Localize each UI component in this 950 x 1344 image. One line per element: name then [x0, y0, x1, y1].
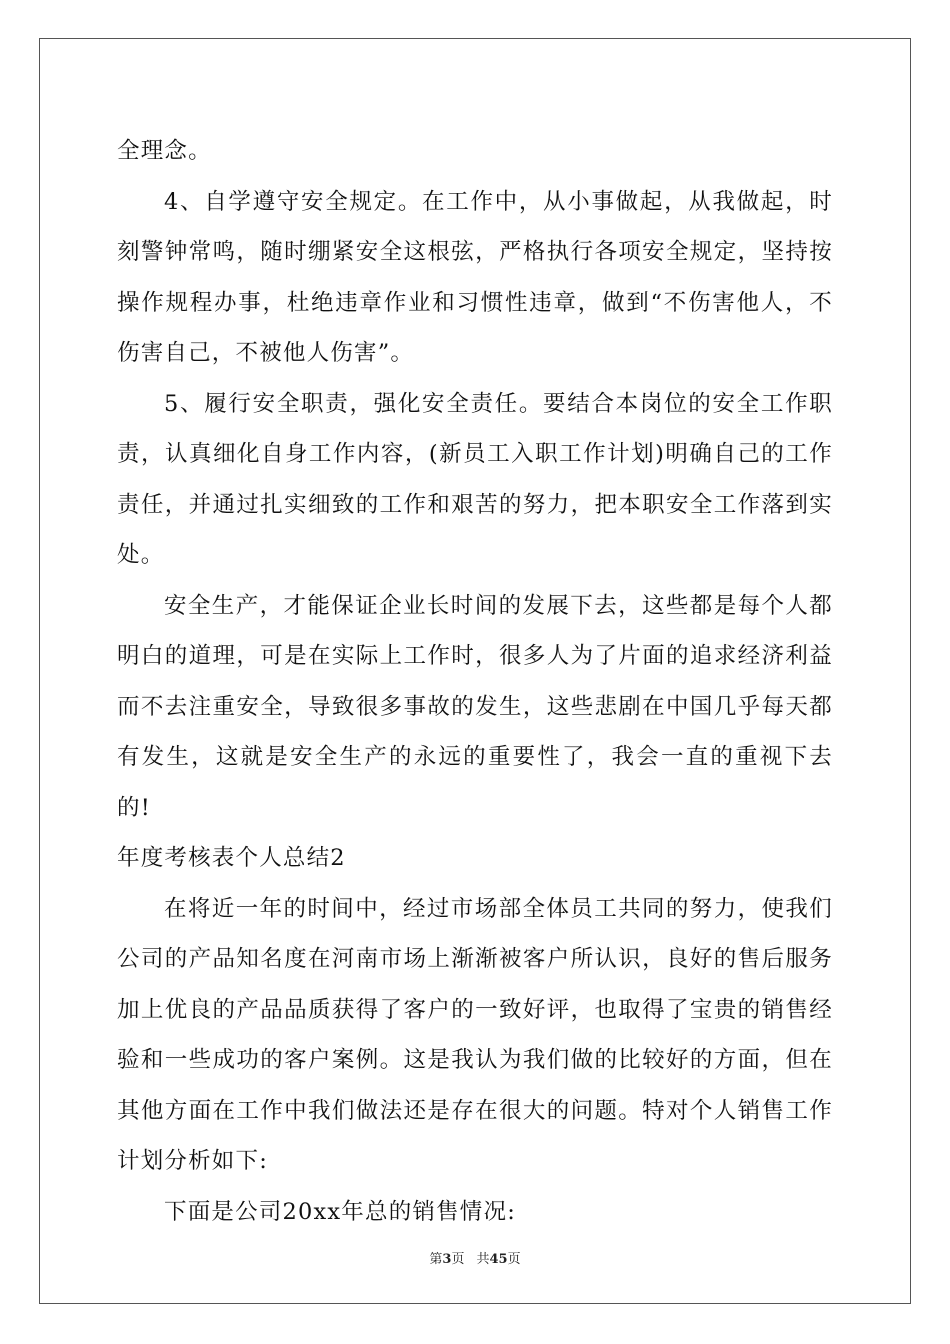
document-body — [117, 126, 833, 1237]
paragraph-5: 在将近一年的时间中，经过市场部全体员工共同的努力，使我们公司的产品知名度在河南市场上渐渐被客户所认识，良好的售后服务加上优良的产品品质获得了客户的一致好评，也取得了宝贵的销售经验和一些成功的客户案例。这是我认为我们做的比较好的方面，但在其他方面在工作中我们做法还是存在很大的问题。特对个人销售工作计划分析如下: — [117, 895, 833, 1174]
paragraph-2: 4、自学遵守安全规定。在工作中，从小事做起，从我做起，时刻警钟常鸣，随时绷紧安全这根弦，严格执行各项安全规定，坚持按操作规程办事，杜绝违章作业和习惯性违章，做到“不伤害他人，不伤害自己，不被他人伤害”。 — [117, 188, 833, 366]
page-footer — [0, 1248, 950, 1267]
page-prefix: 第 — [429, 1252, 443, 1267]
paragraph-6: 下面是公司20xx年总的销售情况: — [164, 1198, 516, 1225]
page-suffix: 页 — [451, 1252, 465, 1267]
paragraph-3: 5、履行安全职责，强化安全责任。要结合本岗位的安全工作职责，认真细化自身工作内容，(新员工入职工作计划)明确自己的工作责任，并通过扎实细致的工作和艰苦的努力，把本职安全工作落到实处。 — [117, 390, 833, 568]
section-heading: 年度考核表个人总结2 — [117, 845, 346, 871]
paragraph-4: 安全生产，才能保证企业长时间的发展下去，这些都是每个人都明白的道理，可是在实际上工作时，很多人为了片面的追求经济利益而不去注重安全，导致很多事故的发生，这些悲剧在中国几乎每天都有发生，这就是安全生产的永远的重要性了，我会一直的重视下去的! — [117, 592, 833, 821]
total-suffix: 页 — [507, 1252, 521, 1267]
total-pages: 45 — [489, 1252, 508, 1267]
paragraph-1: 全理念。 — [117, 138, 212, 164]
page-number: 3 — [442, 1252, 452, 1267]
total-prefix: 共 — [476, 1252, 490, 1267]
